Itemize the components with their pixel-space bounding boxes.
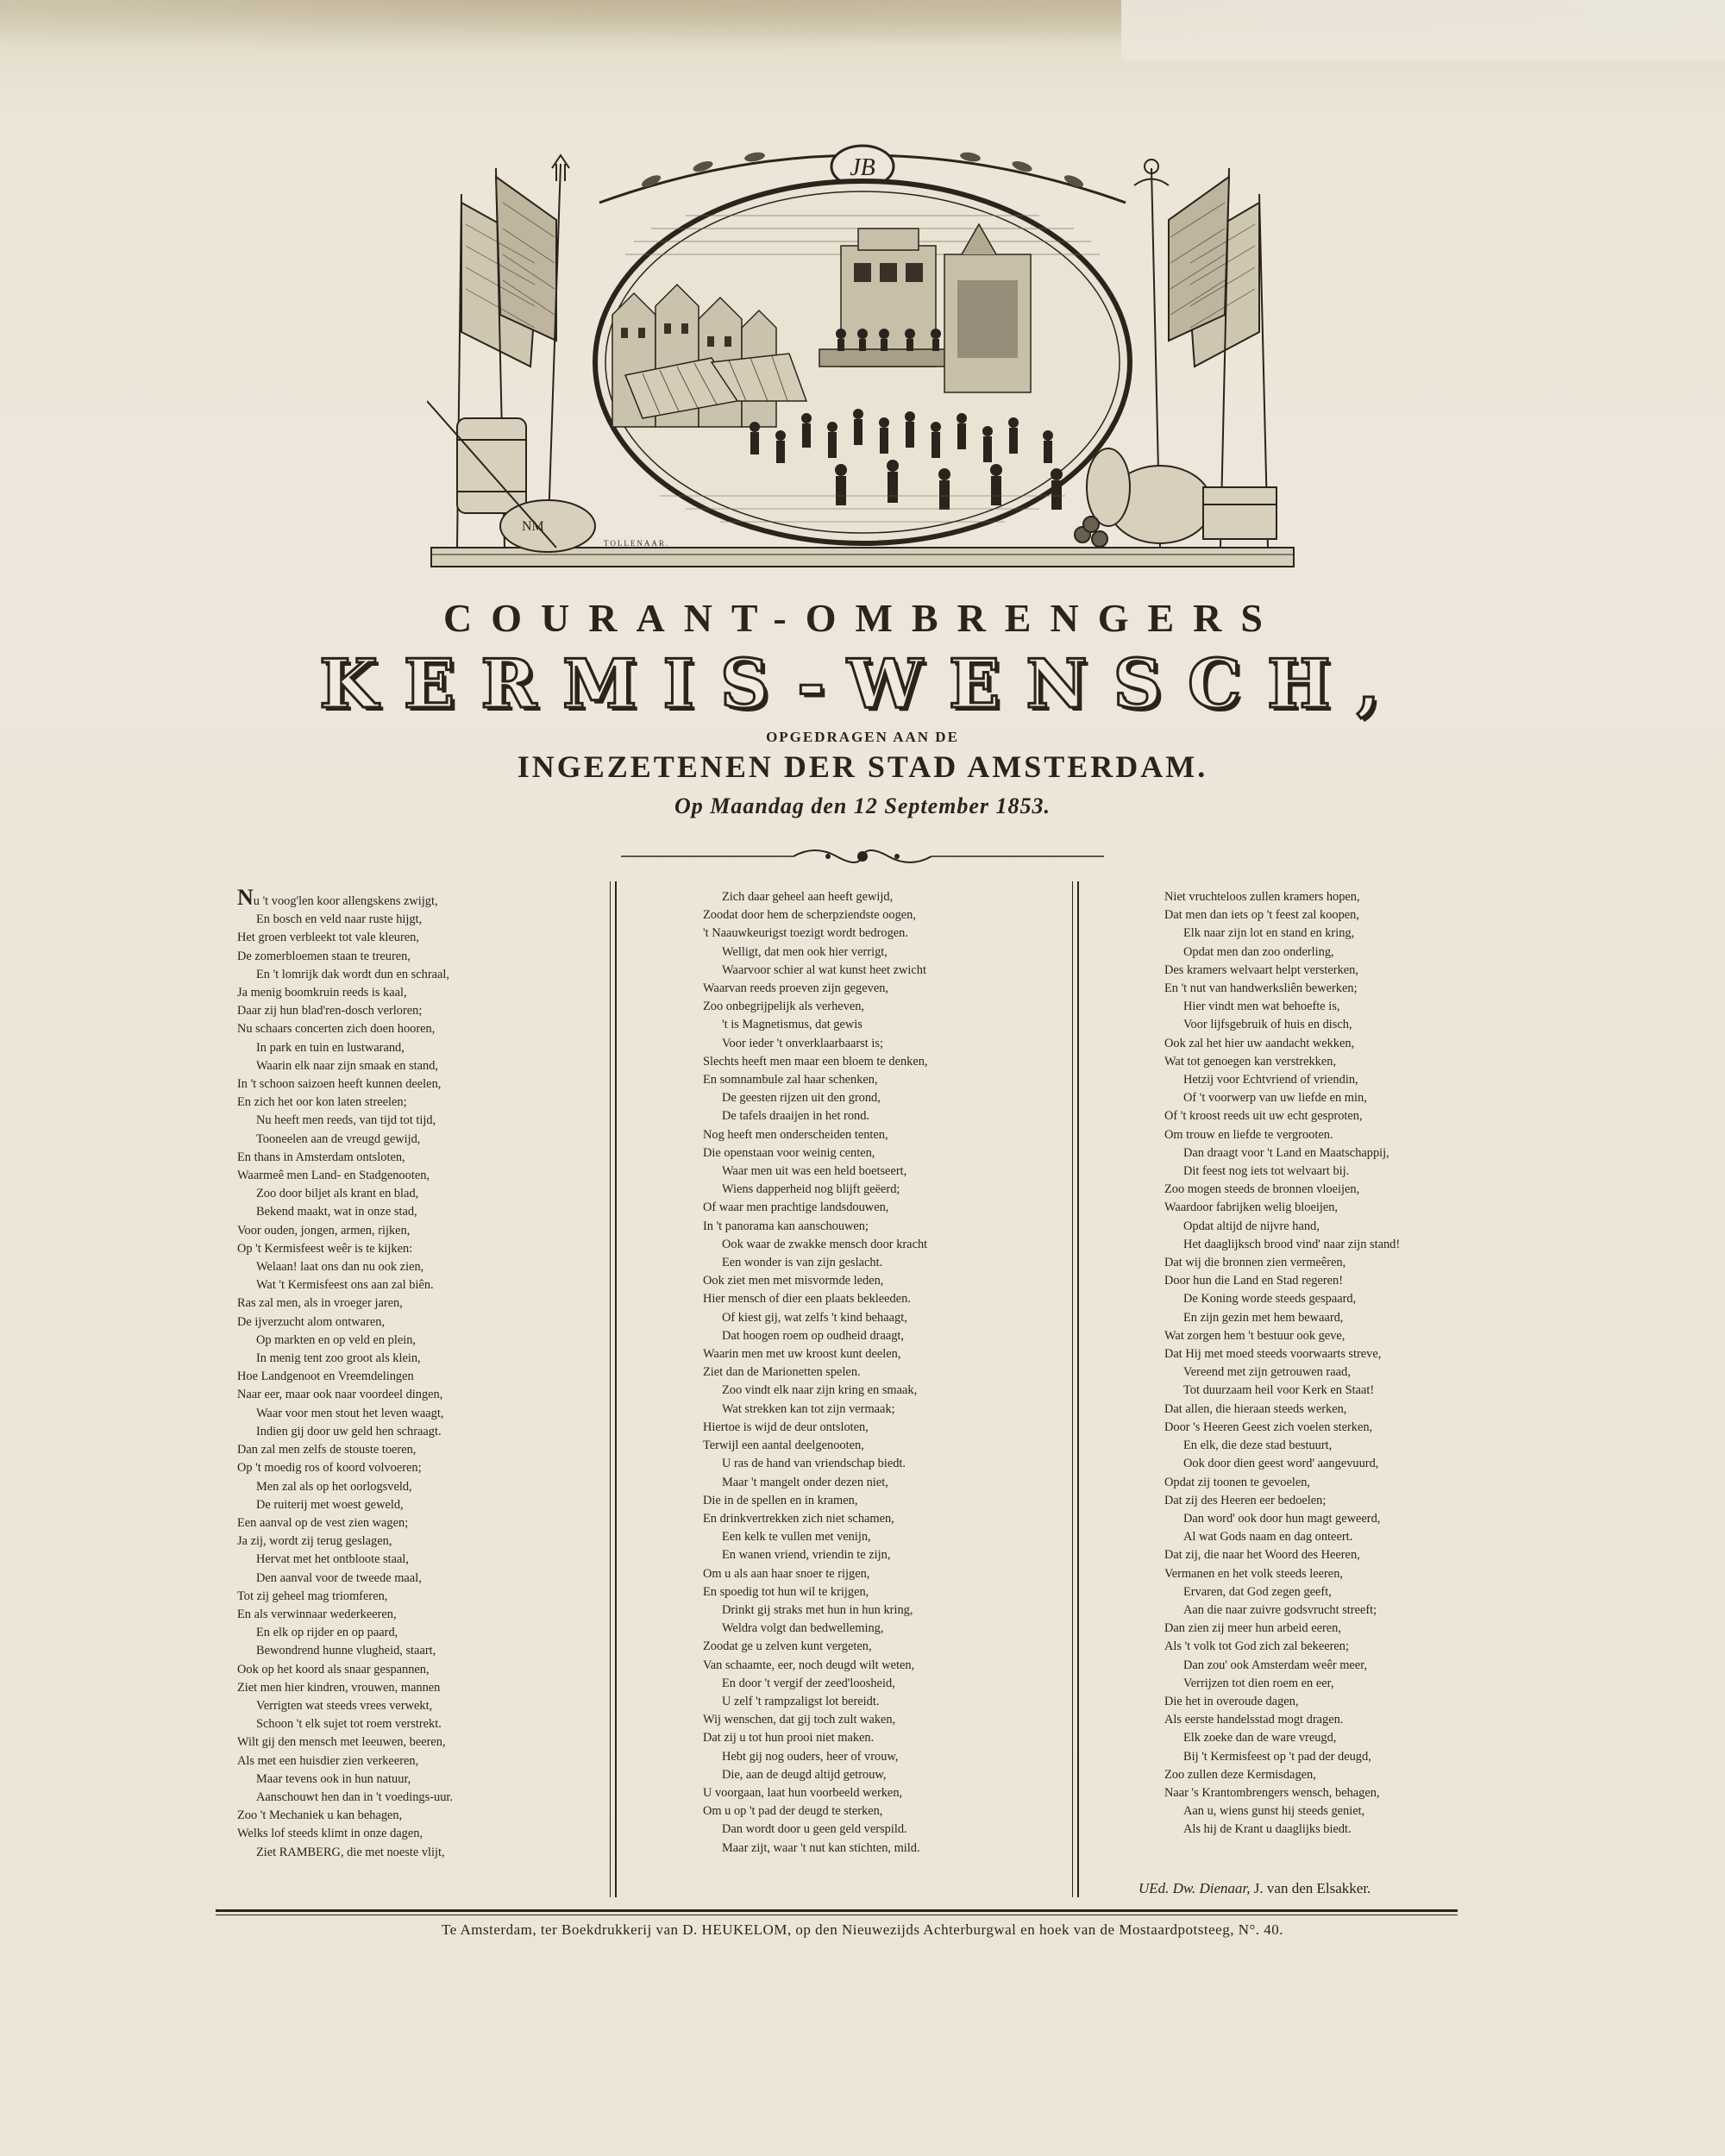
- poem-line: Dat wij die bronnen zien vermeêren,: [1164, 1256, 1346, 1270]
- poem-line: Ziet RAMBERG, die met noeste vlijt,: [256, 1845, 445, 1859]
- poem-line: Tot duurzaam heil voor Kerk en Staat!: [1183, 1383, 1375, 1398]
- poem-line: Het daaglijksch brood vind' naar zijn stand!: [1183, 1237, 1401, 1251]
- poem-column-1: [237, 885, 454, 1862]
- poem-line: Hoe Landgenoot en Vreemdelingen: [237, 1369, 414, 1384]
- poem-line: En zijn gezin met hem bewaard,: [1183, 1310, 1344, 1325]
- poem-line: En drinkvertrekken zich niet schamen,: [703, 1511, 894, 1526]
- poem-line: Van schaamte, eer, noch deugd wilt weten,: [703, 1658, 915, 1672]
- poem-line: Drinkt gij straks met hun in hun kring,: [722, 1602, 913, 1617]
- poem-line: Waardoor fabrijken welig bloeijen,: [1164, 1200, 1339, 1215]
- poem-line: Nu 't voog'len koor allengskens zwijgt,: [237, 885, 438, 910]
- poem-line: 't is Magnetismus, dat gewis: [722, 1018, 862, 1032]
- poem-line: Wat zorgen hem 't bestuur ook geve,: [1164, 1328, 1346, 1343]
- poem-line: Dat Hij met moed steeds voorwaarts streve,: [1164, 1347, 1382, 1362]
- poem-line: In 't schoon saizoen heeft kunnen deelen,: [237, 1077, 442, 1092]
- poem-line: En door 't vergif der zeed'loosheid,: [722, 1676, 895, 1690]
- poem-line: Nu schaars concerten zich doen hooren,: [237, 1022, 436, 1037]
- poem-line: Bij 't Kermisfeest op 't pad der deugd,: [1183, 1749, 1371, 1764]
- poem-line: Opdat altijd de nijvre hand,: [1183, 1219, 1320, 1233]
- poem-line: De ruiterij met woest geweld,: [256, 1497, 404, 1512]
- monogram-text: JB: [850, 154, 875, 181]
- poem-line: Dan zien zij meer hun arbeid eeren,: [1164, 1621, 1341, 1636]
- poem-line: Aan u, wiens gunst hij steeds geniet,: [1183, 1804, 1365, 1819]
- poem-line: Welks lof steeds klimt in onze dagen,: [237, 1827, 423, 1841]
- header-illustration: [427, 142, 1298, 573]
- artist-signature: TOLLENAAR.: [604, 539, 670, 548]
- poem-line: In menig tent zoo groot als klein,: [256, 1351, 421, 1366]
- poem-line: Op markten en op veld en plein,: [256, 1332, 417, 1347]
- poem-line: Ook waar de zwakke mensch door kracht: [722, 1237, 928, 1251]
- printer-imprint: Te Amsterdam, ter Boekdrukkerij van D. HEUKELOM, op den Nieuwezijds Achterburgwal en hoek van de Mostaardpotsteeg, N°. 40.: [441, 1921, 1284, 1938]
- poem-line: Indien gij door uw geld hen schraagt.: [256, 1424, 442, 1438]
- poem-line: Hebt gij nog ouders, heer of vrouw,: [722, 1749, 899, 1764]
- fair-scene-engraving: [427, 142, 1298, 573]
- poem-line: U voorgaan, laat hun voorbeeld werken,: [703, 1785, 903, 1800]
- poem-line: Hetzij voor Echtvriend of vriendin,: [1183, 1073, 1358, 1087]
- poem-line: Opdat men dan zoo onderling,: [1183, 944, 1334, 959]
- title-date: Op Maandag den 12 September 1853.: [674, 793, 1051, 818]
- poem-line: Dat men dan iets op 't feest zal koopen,: [1164, 908, 1359, 923]
- poem-line: De Koning worde steeds gespaard,: [1183, 1292, 1357, 1307]
- poem-line: Dan zou' ook Amsterdam weêr meer,: [1183, 1658, 1368, 1672]
- signature-name: J. van den Elsakker.: [1253, 1880, 1371, 1896]
- poem-line: Of kiest gij, wat zelfs 't kind behaagt,: [722, 1310, 907, 1325]
- poem-column-3: [1164, 888, 1400, 1839]
- poem-line: Als hij de Krant u daaglijks biedt.: [1183, 1822, 1352, 1837]
- poem-line: En als verwinnaar wederkeeren,: [237, 1607, 397, 1621]
- poem-line: Niet vruchteloos zullen kramers hopen,: [1164, 890, 1360, 904]
- poem-line: Des kramers welvaart helpt versterken,: [1164, 962, 1358, 977]
- drop-cap: N: [237, 885, 254, 910]
- poem-line: De ijverzucht alom ontwaren,: [237, 1314, 386, 1329]
- poem-line: Weldra volgt dan bedwelleming,: [722, 1621, 884, 1636]
- poem-line: Ervaren, dat God zegen geeft,: [1183, 1584, 1332, 1599]
- poem-line: Verrigten wat steeds vrees verwekt,: [256, 1698, 433, 1713]
- poem-line: Als eerste handelsstad mogt dragen.: [1164, 1713, 1344, 1727]
- poem-line: Schoon 't elk sujet tot roem verstrekt.: [256, 1717, 442, 1732]
- column-divider: [610, 881, 617, 1897]
- poem-line: Op 't moedig ros of koord volvoeren;: [237, 1461, 422, 1476]
- torn-edge: [1121, 0, 1725, 60]
- poem-line: Elk naar zijn lot en stand en kring,: [1183, 926, 1355, 941]
- poem-line: Hiertoe is wijd de deur ontsloten,: [703, 1420, 869, 1434]
- poem-line: Zich daar geheel aan heeft gewijd,: [722, 890, 894, 904]
- poem-line: Dan zal men zelfs de stouste toeren,: [237, 1443, 417, 1457]
- poem-line: Wij wenschen, dat gij toch zult waken,: [703, 1713, 896, 1727]
- poem-line: Verrijzen tot dien roem en eer,: [1183, 1676, 1334, 1690]
- poem-line: Dan wordt door u geen geld verspild.: [722, 1822, 907, 1837]
- poem-line: Dan draagt voor 't Land en Maatschappij,: [1183, 1145, 1389, 1160]
- poem-line: U zelf 't rampzaligst lot bereidt.: [722, 1694, 880, 1708]
- poem-line: Om trouw en liefde te vergrooten.: [1164, 1127, 1333, 1142]
- poem-line: Dat hoogen roem op oudheid draagt,: [722, 1328, 905, 1343]
- poem-line: Aan die naar zuivre godsvrucht streeft;: [1183, 1602, 1377, 1617]
- poem-line: Wiens dapperheid nog blijft geëerd;: [722, 1182, 900, 1197]
- poem-line: Voor lijfsgebruik of huis en disch,: [1183, 1018, 1352, 1032]
- poem-line: Vermanen en het volk steeds leeren,: [1164, 1566, 1343, 1581]
- poem-line: De zomerbloemen staan te treuren,: [237, 949, 411, 963]
- poem-line: En 't nut van handwerksliên bewerken;: [1164, 981, 1358, 996]
- poem-line: Welligt, dat men ook hier verrigt,: [722, 944, 888, 959]
- poem-line: Dat zij u tot hun prooi niet maken.: [703, 1731, 875, 1745]
- poem-line: Ook zal het hier uw aandacht wekken,: [1164, 1036, 1355, 1050]
- poem-line: En wanen vriend, vriendin te zijn,: [722, 1548, 891, 1563]
- poem-line: U ras de hand van vriendschap biedt.: [722, 1457, 906, 1471]
- poem-line: Zoo door biljet als krant en blad,: [256, 1187, 419, 1201]
- poem-line: Dat zij, die naar het Woord des Heeren,: [1164, 1548, 1360, 1563]
- poem-line: Waarin men met uw kroost kunt deelen,: [703, 1347, 901, 1362]
- title-line-4: INGEZETENEN DER STAD AMSTERDAM.: [517, 749, 1208, 784]
- poem-line: Voor ouden, jongen, armen, rijken,: [237, 1223, 411, 1238]
- poem-line: Het groen verbleekt tot vale kleuren,: [237, 931, 419, 945]
- poem-line: Als met een huisdier zien verkeeren,: [237, 1753, 419, 1768]
- poem-line: Op 't Kermisfeest weêr is te kijken:: [237, 1241, 413, 1256]
- poem-line: Ja zij, wordt zij terug geslagen,: [237, 1534, 392, 1549]
- poem-line: Een kelk te vullen met venijn,: [722, 1530, 871, 1545]
- poem-line: De geesten rijzen uit den grond,: [722, 1091, 881, 1106]
- poem-line: Opdat zij toonen te gevoelen,: [1164, 1475, 1311, 1489]
- poem-line: Hier vindt men wat behoefte is,: [1183, 1000, 1340, 1014]
- poem-line: Een wonder is van zijn geslacht.: [722, 1256, 883, 1270]
- poem-line: Dat allen, die hieraan steeds werken,: [1164, 1401, 1347, 1416]
- poem-line: Naar eer, maar ook naar voordeel dingen,: [237, 1388, 443, 1402]
- poem-line: En spoedig tot hun wil te krijgen,: [703, 1584, 869, 1599]
- poem-line: Dan word' ook door hun magt geweerd,: [1183, 1511, 1381, 1526]
- poem-line: Al wat Gods naam en dag onteert.: [1183, 1530, 1353, 1545]
- poem-line: Die openstaan voor weinig centen,: [703, 1145, 875, 1160]
- title-line-2: KERMIS-WENSCH,: [319, 645, 1406, 724]
- poem-line: Terwijl een aantal deelgenooten,: [703, 1438, 864, 1453]
- poem-line: Ras zal men, als in vroeger jaren,: [237, 1296, 403, 1311]
- poem-line: Bewondrend hunne vlugheid, staart,: [256, 1644, 436, 1658]
- poem-line: En bosch en veld naar ruste hijgt,: [256, 912, 423, 927]
- poem-line: Ook op het koord als snaar gespannen,: [237, 1662, 430, 1677]
- poem-line: En 't lomrijk dak wordt dun en schraal,: [256, 967, 449, 981]
- poem-line: Wat 't Kermisfeest ons aan zal biên.: [256, 1278, 434, 1293]
- svg-text:NM: NM: [522, 519, 544, 534]
- poem-line: Of waar men prachtige landsdouwen,: [703, 1200, 889, 1215]
- poem-line: In park en tuin en lustwarand,: [256, 1040, 405, 1055]
- poem-line: Of 't voorwerp van uw liefde en min,: [1183, 1091, 1367, 1106]
- poem-line: Die, aan de deugd altijd getrouw,: [722, 1767, 887, 1782]
- poem-line: Waarvan reeds proeven zijn gegeven,: [703, 981, 888, 996]
- poem-line: Zoo zullen deze Kermisdagen,: [1164, 1767, 1316, 1782]
- poem-line: Men zal als op het oorlogsveld,: [256, 1479, 412, 1494]
- poem-line: De tafels draaijen in het rond.: [722, 1109, 870, 1124]
- poem-column-2: [703, 888, 928, 1858]
- poem-line: Door 's Heeren Geest zich voelen sterken,: [1164, 1420, 1373, 1434]
- signature: [1138, 1880, 1371, 1897]
- poem-line: Zoo vindt elk naar zijn kring en smaak,: [722, 1383, 918, 1398]
- poem-line: Bekend maakt, wat in onze stad,: [256, 1205, 417, 1219]
- footer-rule: [216, 1909, 1458, 1912]
- poem-line: Ziet men hier kindren, vrouwen, mannen: [237, 1680, 441, 1695]
- poem-line: Waar voor men stout het leven waagt,: [256, 1406, 444, 1420]
- ornament-divider: [621, 841, 1104, 872]
- poem-line: Hervat met het ontbloote staal,: [256, 1552, 410, 1567]
- poem-line: Voor ieder 't onverklaarbaarst is;: [722, 1036, 883, 1050]
- poem-line: Die het in overoude dagen,: [1164, 1694, 1299, 1708]
- poem-line: Zoodat door hem de scherpziendste oogen,: [703, 908, 916, 923]
- poem-line: Wat tot genoegen kan verstrekken,: [1164, 1054, 1337, 1069]
- poem-line: Wilt gij den mensch met leeuwen, beeren,: [237, 1735, 446, 1750]
- column-divider: [1072, 881, 1079, 1897]
- poem-line: Vereend met zijn getrouwen raad,: [1183, 1365, 1351, 1380]
- poem-line: En elk, die deze stad bestuurt,: [1183, 1438, 1333, 1453]
- poem-line: Slechts heeft men maar een bloem te denken,: [703, 1054, 928, 1069]
- poem-line: Tot zij geheel mag triomferen,: [237, 1589, 388, 1603]
- poem-line: Welaan! laat ons dan nu ook zien,: [256, 1260, 424, 1275]
- poem-line: En thans in Amsterdam ontsloten,: [237, 1150, 405, 1164]
- poem-line: Hier mensch of dier een plaats bekleeden.: [703, 1292, 911, 1307]
- poem-line: 't Naauwkeurigst toezigt wordt bedrogen.: [703, 926, 908, 941]
- poem-line: En elk op rijder en op paard,: [256, 1626, 398, 1640]
- title-line-3: OPGEDRAGEN AAN DE: [766, 729, 959, 745]
- poem-line: Zoo 't Mechaniek u kan behagen,: [237, 1808, 403, 1823]
- poem-line: Zoo mogen steeds de bronnen vloeijen,: [1164, 1182, 1360, 1197]
- poem-line: Maar zijt, waar 't nut kan stichten, mild.: [722, 1840, 920, 1855]
- poem-line: Ook door dien geest word' aangevuurd,: [1183, 1457, 1379, 1471]
- poem-line: Daar zij hun blad'ren-dosch verloren;: [237, 1004, 423, 1018]
- poem-line: Maar tevens ook in hun natuur,: [256, 1771, 411, 1786]
- poem-line: Een aanval op de vest zien wagen;: [237, 1515, 409, 1530]
- signature-prefix: UEd. Dw. Dienaar,: [1138, 1880, 1251, 1896]
- poem-line: Nu heeft men reeds, van tijd tot tijd,: [256, 1113, 436, 1128]
- poem-line: Om u als aan haar snoer te rijgen,: [703, 1566, 870, 1581]
- title-line-1: COURANT-OMBRENGERS: [443, 596, 1282, 640]
- poem-line: Dat zij des Heeren eer bedoelen;: [1164, 1493, 1327, 1507]
- poem-line: En somnambule zal haar schenken,: [703, 1073, 878, 1087]
- poem-line: Waarin elk naar zijn smaak en stand,: [256, 1058, 439, 1073]
- poem-line: Of 't kroost reeds uit uw echt gesproten,: [1164, 1109, 1363, 1124]
- poem-line: Waarvoor schier al wat kunst heet zwicht: [722, 962, 926, 977]
- poem-line: Ook ziet men met misvormde leden,: [703, 1274, 884, 1288]
- poem-line: Die in de spellen en in kramen,: [703, 1493, 858, 1507]
- poem-line: Ziet dan de Marionetten spelen.: [703, 1365, 861, 1380]
- poem-line: Nog heeft men onderscheiden tenten,: [703, 1127, 888, 1142]
- poem-line: Om u op 't pad der deugd te sterken,: [703, 1804, 883, 1819]
- poem-line: En zich het oor kon laten streelen;: [237, 1095, 407, 1110]
- poem-line: Waar men uit was een held boetseert,: [722, 1164, 907, 1179]
- poem-line: Den aanval voor de tweede maal,: [256, 1570, 422, 1585]
- poem-line: Zoo onbegrijpelijk als verheven,: [703, 1000, 865, 1014]
- poem-line: Ja menig boomkruin reeds is kaal,: [237, 986, 407, 1000]
- poem-line: In 't panorama kan aanschouwen;: [703, 1219, 869, 1233]
- poem-line: Elk zoeke dan de ware vreugd,: [1183, 1731, 1337, 1745]
- poem-line: Aanschouwt hen dan in 't voedings-uur.: [256, 1789, 454, 1804]
- poem-line: Maar 't mangelt onder dezen niet,: [722, 1475, 888, 1489]
- poem-line: Door hun die Land en Stad regeren!: [1164, 1274, 1343, 1288]
- poem-line: Dit feest nog iets tot welvaart bij.: [1183, 1164, 1350, 1179]
- poem-line: Zoodat ge u zelven kunt vergeten,: [703, 1639, 872, 1654]
- poem-line: Naar 's Krantombrengers wensch, behagen,: [1164, 1785, 1380, 1800]
- poem-line: Als 't volk tot God zich zal bekeeren;: [1164, 1639, 1349, 1654]
- poem-line: Wat strekken kan tot zijn vermaak;: [722, 1401, 895, 1416]
- poem-line: Waarmeê men Land- en Stadgenooten,: [237, 1169, 430, 1183]
- poem-line: Tooneelen aan de vreugd gewijd,: [256, 1131, 421, 1146]
